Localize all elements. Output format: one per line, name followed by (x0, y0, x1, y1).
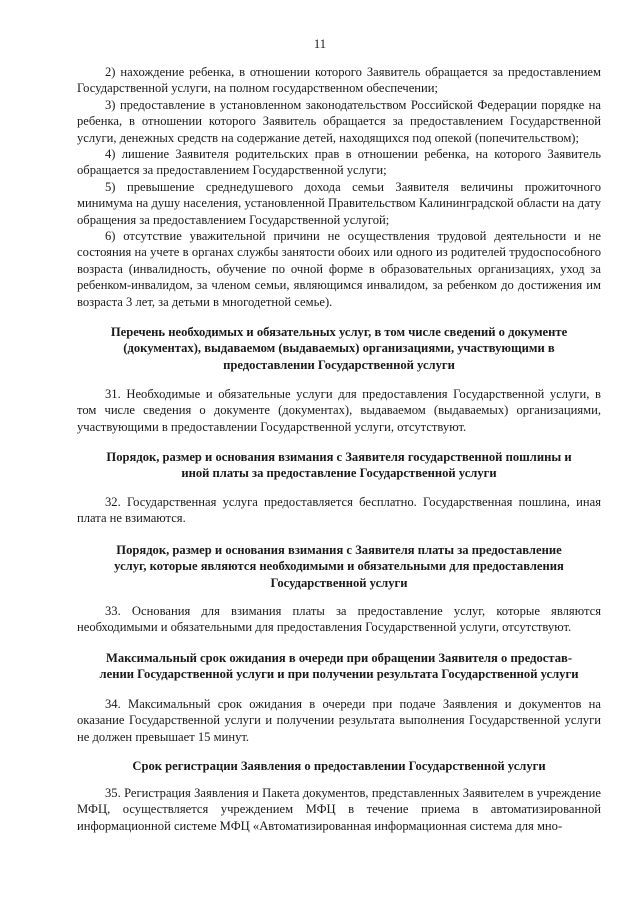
section-heading: Перечень необходимых и обязательных услуг, в том числе сведений о документе (документах), выдаваемом (выдаваемых) организациями, участвующими в предоставлении Государственной услуги (110, 325, 568, 372)
list-item: 4) лишение Заявителя родительских прав в отношении ребенка, на которого Заявитель обращается за предоставлением Государственной услуги; (77, 147, 601, 178)
section-heading: Порядок, размер и основания взимания с Заявителя платы за предоставление услуг, которые являются необходимыми и обязательными для предоставления Государственной услуги (114, 543, 564, 590)
list-items (77, 64, 601, 310)
section-paragraph: 35. Регистрация Заявления и Пакета документов, представленных Заявителем в учреждение МФЦ, осуществляется учреждением МФЦ в течение приема в автоматизированной информационной системе МФЦ «Автоматизированная информационная система для мно- (77, 786, 601, 833)
section-paragraph: 31. Необходимые и обязательные услуги для предоставления Государственной услуги, в том числе сведения о документе (документах), выдаваемом (выдаваемых) организациями, участвующими в предоставлении Государственной услуги, отсутствуют. (77, 387, 601, 434)
section-heading: Срок регистрации Заявления о предоставлении Государственной услуги (132, 759, 546, 773)
section-heading: Максимальный срок ожидания в очереди при обращении Заявителя о предостав- лении Государственной услуги и при получении результата Государственной услуги (99, 651, 579, 682)
section-paragraph: 32. Государственная услуга предоставляется бесплатно. Государственная пошлина, иная плата не взимаются. (77, 495, 601, 526)
page-number: 11 (313, 37, 327, 51)
list-item: 6) отсутствие уважительной причини не осуществления трудовой деятельности и не состояния на учете в органах службы занятости обоих или одного из родителей трудоспособного возраста (инвалидность, обучение по очной форме в образовательных организациях, уход за ребенком-инвалидом, за членом семьи, являющимся инвалидом, за ребенком до достижения им возраста 3 лет, за детьми в многодетной семье). (77, 229, 601, 309)
section-heading: Порядок, размер и основания взимания с Заявителя государственной пошлины и иной платы за предоставление Государственной услуги (106, 450, 572, 481)
list-item: 3) предоставление в установленном законодательством Российской Федерации порядке на ребенка, в отношении которого Заявитель обращается за предоставлением Государственной услуги, денежных средств на содержание детей, находящихся под опекой (попечительством); (77, 97, 601, 145)
section-paragraph: 33. Основания для взимания платы за предоставление услуг, которые являются необходимыми и обязательными для предоставления Государственной услуги, отсутствуют. (77, 604, 601, 635)
list-item: 5) превышение среднедушевого дохода семьи Заявителя величины прожиточного минимума на душу населения, установленной Правительством Калининградской области на дату обращения за предоставлением Государственной услугой; (77, 179, 601, 227)
section-paragraph: 34. Максимальный срок ожидания в очереди при подаче Заявления и документов на оказание Государственной услуги и получении результата выполнения Государственной услуги не должен превышает 15 минут. (77, 697, 601, 744)
list-item: 2) нахождение ребенка, в отношении которого Заявитель обращается за предоставлением Государственной услуги, на полном государственном обеспечении; (77, 65, 601, 96)
